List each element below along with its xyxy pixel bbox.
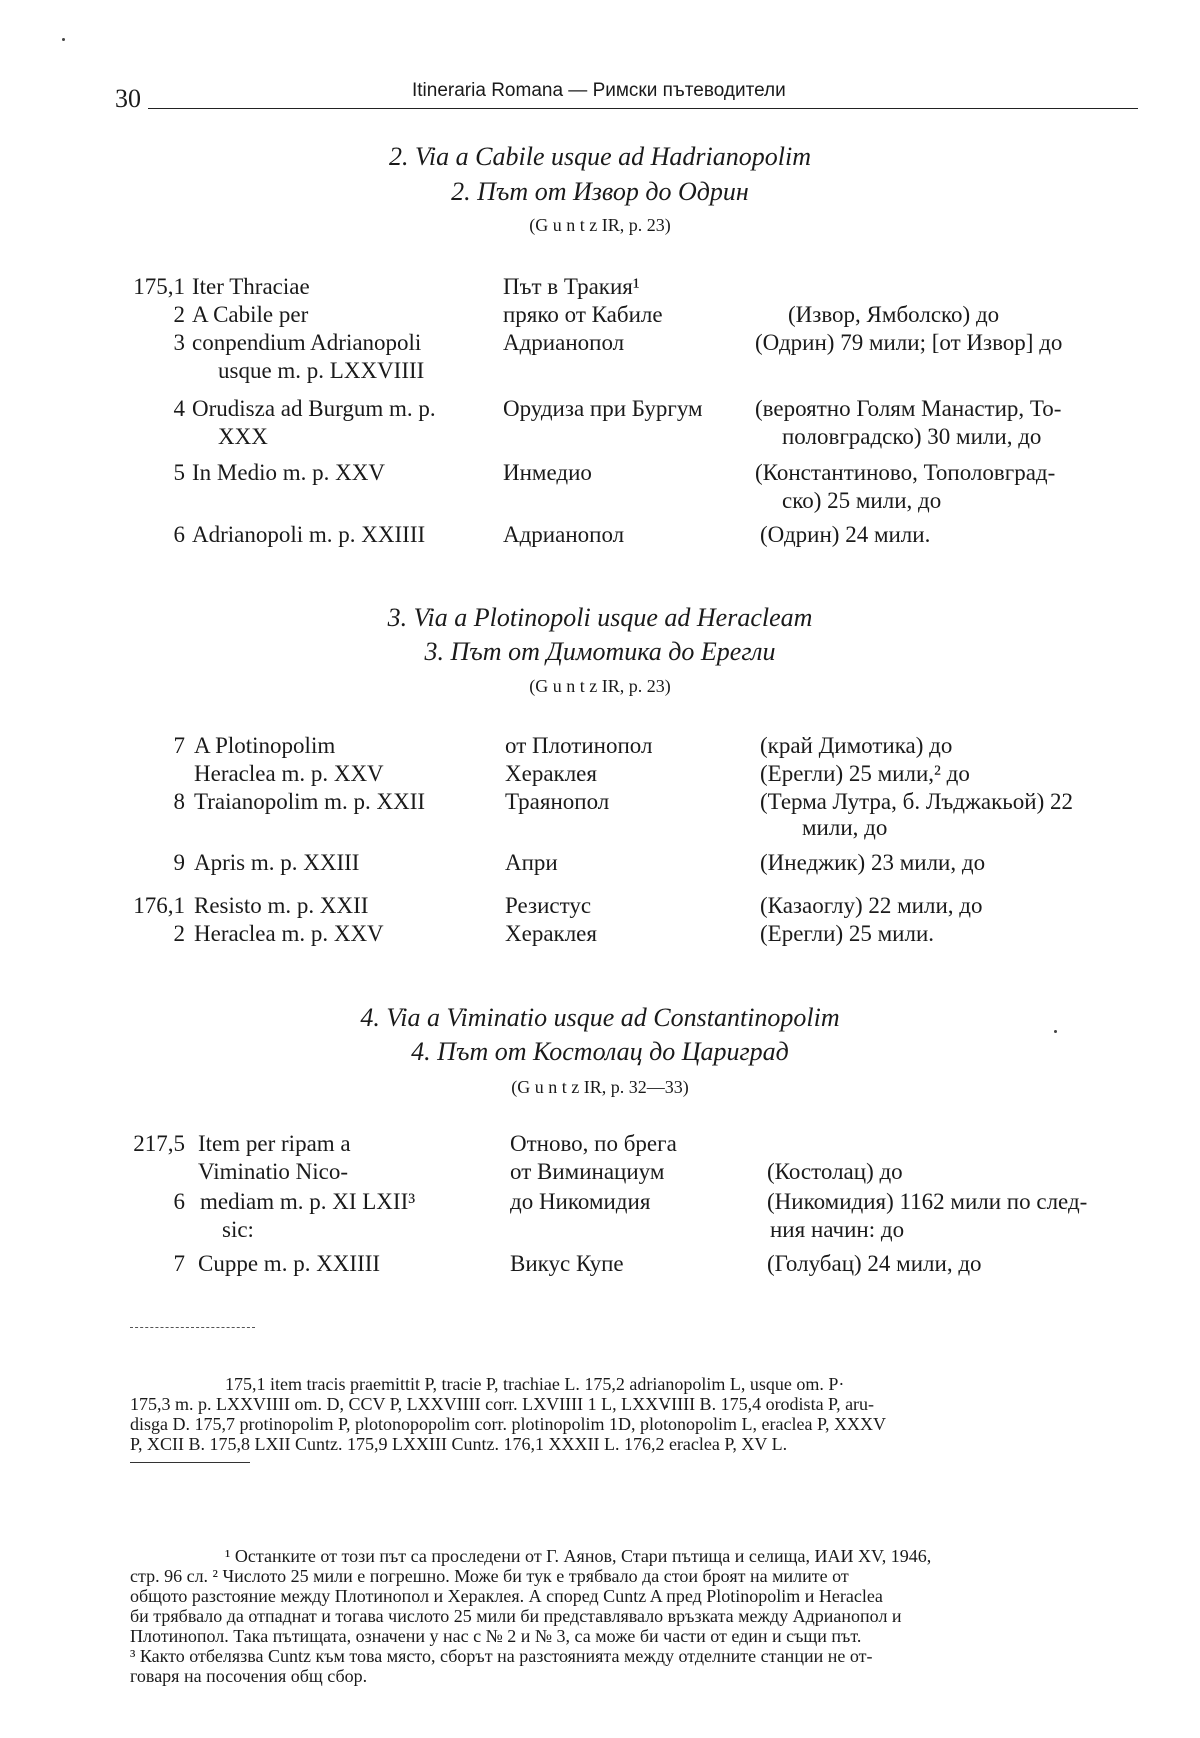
bulgarian-text: пряко от Кабиле: [503, 302, 663, 327]
latin-text: Orudisza ad Burgum m. p.: [192, 396, 436, 421]
table-row: [0, 850, 1200, 880]
section-title-latin: 4. Via a Viminatio usque ad Constantinopolim: [360, 1003, 840, 1032]
bulgarian-text: Хераклея: [505, 921, 597, 946]
bulgarian-text: до Никомидия: [510, 1189, 651, 1214]
bulgarian-text: Отново, по брега: [510, 1131, 677, 1156]
modern-place: (Извор, Ямболско) до: [788, 302, 1000, 327]
speck: [62, 38, 65, 41]
modern-place: (Ерегли) 25 мили,² до: [760, 761, 970, 786]
row-number: 4: [173, 396, 185, 421]
modern-place: (Ерегли) 25 мили.: [760, 921, 935, 946]
bulgarian-text: Апри: [505, 850, 558, 875]
latin-text: Traianopolim m. p. XXII: [194, 789, 426, 814]
latin-text: A Plotinopolim: [194, 733, 336, 758]
apparatus-divider: [130, 1327, 255, 1329]
row-number: 176,1: [133, 893, 185, 918]
modern-place: (край Димотика) до: [760, 733, 953, 758]
bulgarian-text: от Виминациум: [510, 1159, 665, 1184]
modern-place: ния начин: до: [770, 1217, 905, 1242]
table-row: [0, 1217, 1200, 1247]
apparatus-line: disga D. 175,7 protinopolim P, plotonopopolim corr. plotinopolim 1D, plotonopolim L, eraclea P, XXXV: [130, 1414, 886, 1434]
footnote-line: говаря на посочения общ сбор.: [130, 1666, 368, 1686]
section-title-bulgarian: 4. Път от Костолац до Цариград: [411, 1037, 789, 1066]
table-row: [0, 330, 1200, 360]
latin-text: Item per ripam a: [198, 1131, 351, 1156]
table-row: [0, 358, 1200, 388]
footnote-line: ³ Както отбелязва Cuntz към това място, сборът на разстоянията между отделните станции не от-: [130, 1646, 873, 1666]
bulgarian-text: Орудиза при Бургум: [503, 396, 703, 421]
modern-place: (Одрин) 79 мили; [от Извор] до: [755, 330, 1063, 355]
modern-place: (Одрин) 24 мили.: [760, 522, 931, 547]
section-title-bulgarian: 3. Път от Димотика до Ерегли: [424, 637, 776, 666]
latin-text: Adrianopoli m. p. XXIIII: [192, 522, 426, 547]
row-number: 2: [173, 921, 185, 946]
row-number: 6: [173, 522, 185, 547]
bulgarian-text: Викус Купе: [510, 1251, 624, 1276]
footnote-line: общото разстояние между Плотинопол и Хераклея. А според Cuntz A пред Plotinopolim и Heraclea: [130, 1586, 883, 1606]
section-title-bulgarian: 2. Път от Извор до Одрин: [451, 177, 749, 206]
apparatus-line: 175,3 m. p. LXXVIIII om. D, CCV P, LXXVIIII corr. LXVIIII 1 L, LXXVIIII B. 175,4 orodista P, aru-: [130, 1394, 875, 1414]
bulgarian-text: Хераклея: [505, 761, 597, 786]
table-row: [0, 1189, 1200, 1219]
latin-text: Heraclea m. p. XXV: [194, 921, 384, 946]
running-title: Itineraria Romana — Римски пътеводители: [412, 80, 786, 101]
row-number: 2: [173, 302, 185, 327]
bulgarian-text: от Плотинопол: [505, 733, 653, 758]
table-row: [0, 302, 1200, 332]
section-source: (G u n t z IR, p. 23): [529, 676, 671, 696]
row-number: 217,5: [133, 1131, 185, 1156]
row-number: 7: [173, 1251, 185, 1276]
table-row: [0, 921, 1200, 951]
footnote-line: стр. 96 сл. ² Числото 25 мили е погрешно. Може би тук е трябвало да стои броят на милите от: [130, 1566, 849, 1586]
table-row: [0, 460, 1200, 490]
latin-text: XXX: [218, 424, 268, 449]
modern-place: (Голубац) 24 мили, до: [767, 1251, 982, 1276]
modern-place: (Терма Лутра, б. Лъджакьой) 22: [760, 789, 1073, 814]
latin-text: mediam m. p. XI LXII³: [200, 1189, 416, 1214]
table-row: [0, 1251, 1200, 1281]
latin-text: Apris m. p. XXIII: [194, 850, 360, 875]
latin-text: In Medio m. p. XXV: [192, 460, 385, 485]
table-row: [0, 396, 1200, 426]
modern-place: (вероятно Голям Манастир, То-: [755, 396, 1062, 421]
bulgarian-text: Адрианопол: [503, 330, 625, 355]
latin-text: usque m. p. LXXVIIII: [218, 358, 425, 383]
page-number: 30: [115, 84, 141, 113]
critical-apparatus: [130, 1374, 1155, 1454]
header-rule: [148, 108, 1138, 109]
table-row: [0, 815, 1200, 845]
bulgarian-text: Адрианопол: [503, 522, 625, 547]
modern-place: (Казаоглу) 22 мили, до: [760, 893, 983, 918]
row-number: 7: [173, 733, 185, 758]
footnote-divider: [130, 1462, 250, 1463]
section-source: (G u n t z IR, p. 32—33): [511, 1077, 689, 1097]
bulgarian-text: Резистус: [505, 893, 592, 918]
table-row: [0, 893, 1200, 923]
bulgarian-text: Път в Тракия¹: [503, 274, 640, 299]
modern-place: (Костолац) до: [767, 1159, 903, 1184]
latin-text: A Cabile per: [192, 302, 309, 327]
modern-place: (Инеджик) 23 мили, до: [760, 850, 986, 875]
table-row: [0, 761, 1200, 791]
footnote-line: ¹ Останките от този път са проследени от Г. Аянов, Стари пътища и селища, ИАИ XV, 1946,: [225, 1546, 932, 1566]
footnote-line: би трябвало да отпаднат и тогава числото 25 мили би представлявало връзката между Адрианопол и: [130, 1606, 902, 1626]
table-row: [0, 1159, 1200, 1189]
bulgarian-text: Траянопол: [505, 789, 610, 814]
row-number: 6: [173, 1189, 185, 1214]
table-row: [0, 274, 1200, 304]
modern-place: мили, до: [802, 815, 888, 840]
section-title-latin: 2. Via a Cabile usque ad Hadrianopolim: [388, 142, 811, 171]
table-row: [0, 522, 1200, 552]
latin-text: sic:: [222, 1217, 254, 1242]
modern-place: (Константиново, Тополовград-: [755, 460, 1056, 485]
table-row: [0, 733, 1200, 763]
table-row: [0, 1131, 1200, 1161]
latin-text: Iter Thraciae: [192, 274, 310, 299]
latin-text: Heraclea m. p. XXV: [194, 761, 384, 786]
row-number: 3: [173, 330, 185, 355]
row-number: 175,1: [133, 274, 185, 299]
modern-place: (Никомидия) 1162 мили по след-: [767, 1189, 1088, 1214]
apparatus-line: P, XCII B. 175,8 LXII Cuntz. 175,9 LXXIII Cuntz. 176,1 XXXII L. 176,2 eraclea P, XV L.: [130, 1434, 788, 1454]
row-number: 9: [173, 850, 185, 875]
section-title-latin: 3. Via a Plotinopoli usque ad Heracleam: [387, 603, 813, 632]
modern-place: ско) 25 мили, до: [782, 488, 942, 513]
latin-text: conpendium Adrianopoli: [192, 330, 422, 355]
latin-text: Resisto m. p. XXII: [194, 893, 369, 918]
table-row: [0, 424, 1200, 454]
modern-place: половградско) 30 мили, до: [782, 424, 1042, 449]
latin-text: Cuppe m. p. XXIIII: [198, 1251, 381, 1276]
row-number: 5: [173, 460, 185, 485]
section-source: (G u n t z IR, p. 23): [529, 215, 671, 235]
footnotes: [130, 1546, 1155, 1686]
bulgarian-text: Инмедио: [503, 460, 592, 485]
latin-text: Viminatio Nico-: [198, 1159, 349, 1184]
apparatus-line: 175,1 item tracis praemittit P, tracie P, trachiae L. 175,2 adrianopolim L, usque om. P·: [225, 1374, 845, 1394]
table-row: [0, 488, 1200, 518]
footnote-line: Плотинопол. Така пътищата, означени у нас с № 2 и № 3, са може би части от един и същи път.: [130, 1626, 862, 1646]
row-number: 8: [173, 789, 185, 814]
